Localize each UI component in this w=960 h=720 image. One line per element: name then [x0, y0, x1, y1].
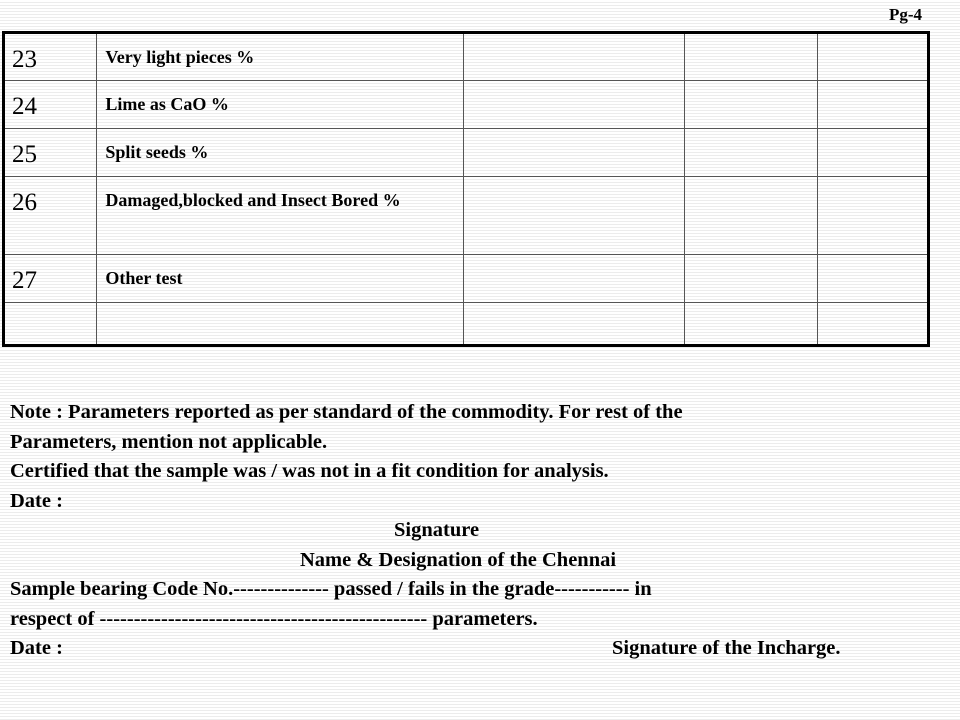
result-cell[interactable]: [684, 255, 818, 303]
table-row: [4, 81, 929, 129]
name-designation-label: Name & Designation of the Chennai: [300, 548, 617, 571]
result-cell[interactable]: [684, 303, 818, 346]
result-cell[interactable]: [463, 255, 684, 303]
result-cell[interactable]: [463, 303, 684, 346]
parameter-name: [97, 303, 464, 346]
parameters-line: respect of ------------------------------------------------ parameters.: [10, 607, 538, 630]
result-cell[interactable]: [463, 81, 684, 129]
parameter-name: Very light pieces %: [97, 33, 464, 81]
note-line: Note : Parameters reported as per standard of the commodity. For rest of the: [10, 401, 683, 423]
row-number: 26: [4, 177, 97, 255]
parameter-name: Damaged,blocked and Insect Bored %: [97, 177, 464, 255]
parameter-name: Other test: [97, 255, 464, 303]
signature-incharge-label: Signature of the Incharge.: [612, 637, 841, 659]
row-number: 24: [4, 81, 97, 129]
row-number: [4, 303, 97, 346]
signature-label: Signature: [394, 519, 480, 541]
row-number: 27: [4, 255, 97, 303]
certification-line: Certified that the sample was / was not in a fit condition for analysis.: [10, 460, 609, 482]
date-label: Date :: [10, 489, 63, 512]
sample-code-line: Sample bearing Code No.-------------- passed / fails in the grade----------- in: [10, 578, 652, 600]
parameters-table: [2, 31, 930, 347]
result-cell[interactable]: [463, 129, 684, 177]
table-row: [4, 255, 929, 303]
table-row: [4, 129, 929, 177]
parameter-name: Split seeds %: [97, 129, 464, 177]
result-cell[interactable]: [818, 129, 929, 177]
table-row: [4, 33, 929, 81]
page-number: Pg-4: [888, 5, 922, 24]
footer-line: [10, 634, 950, 664]
parameter-name: Lime as CaO %: [97, 81, 464, 129]
table-row: [4, 303, 929, 346]
result-cell[interactable]: [463, 177, 684, 255]
row-number: 23: [4, 33, 97, 81]
result-cell[interactable]: [818, 177, 929, 255]
row-number: 25: [4, 129, 97, 177]
result-cell[interactable]: [818, 33, 929, 81]
result-cell[interactable]: [684, 81, 818, 129]
result-cell[interactable]: [684, 129, 818, 177]
result-cell[interactable]: [684, 33, 818, 81]
table-row: [4, 177, 929, 255]
result-cell[interactable]: [818, 81, 929, 129]
result-cell[interactable]: [818, 303, 929, 346]
result-cell[interactable]: [463, 33, 684, 81]
result-cell[interactable]: [818, 255, 929, 303]
date-label-2: Date :: [10, 637, 63, 659]
note-line: Parameters, mention not applicable.: [10, 430, 328, 453]
result-cell[interactable]: [684, 177, 818, 255]
notes-section: [10, 398, 950, 664]
